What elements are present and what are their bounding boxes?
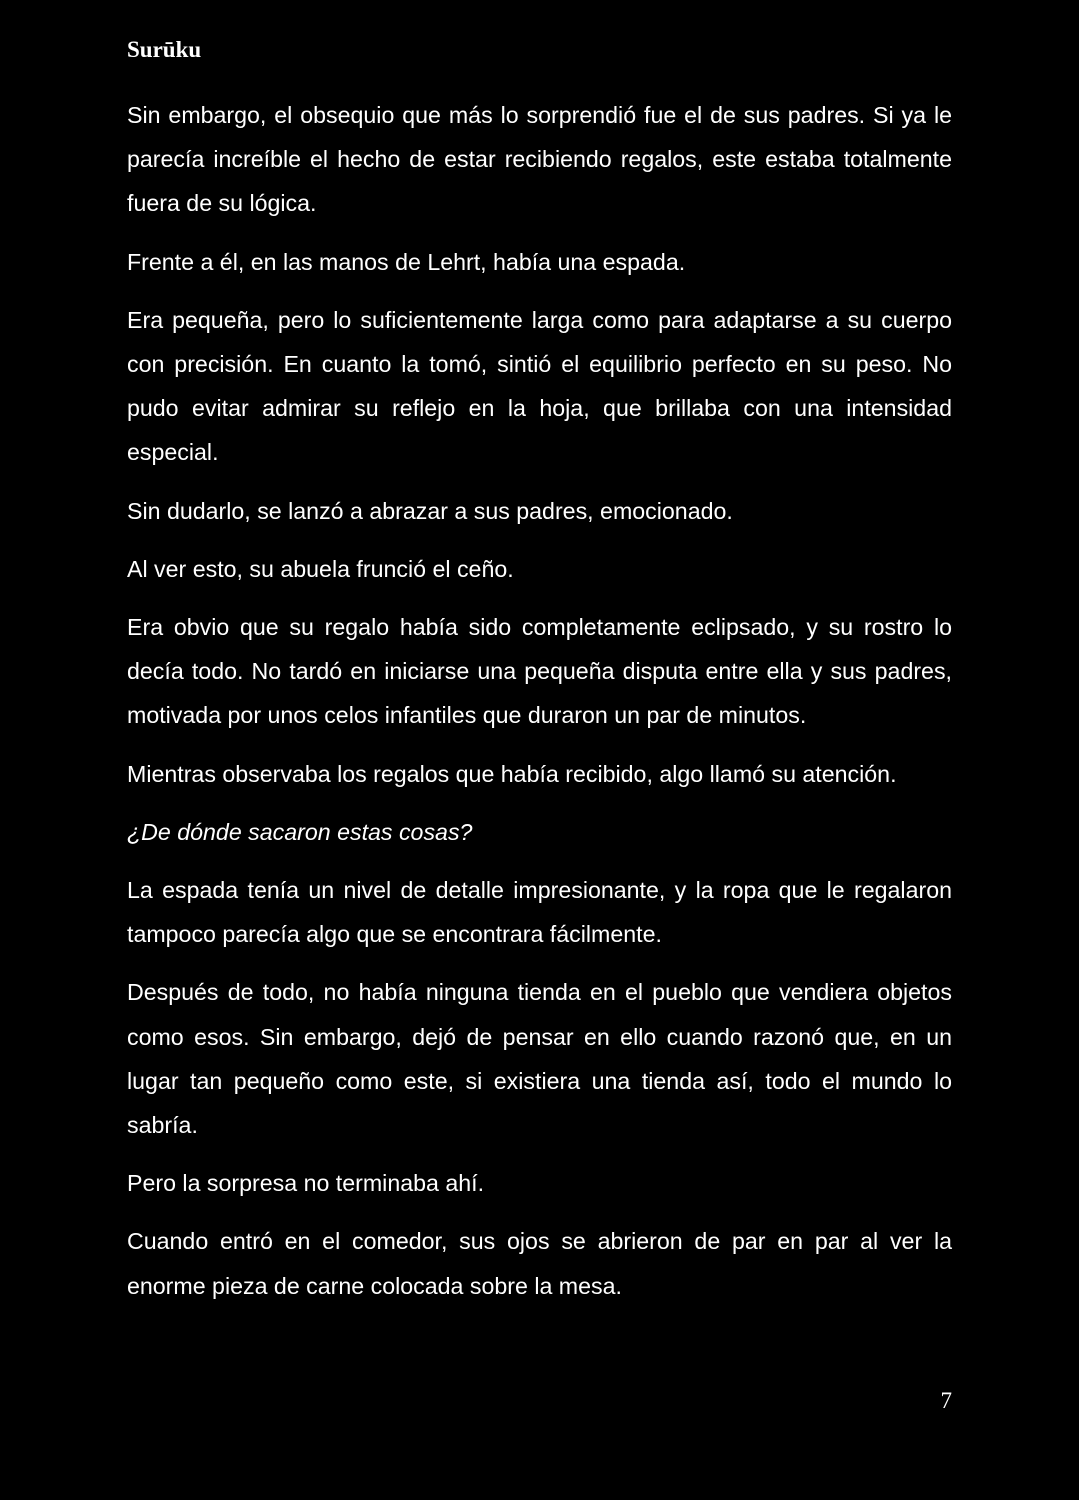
page-number: 7 xyxy=(940,1388,952,1413)
paragraph: Cuando entró en el comedor, sus ojos se abrieron de par en par al ver la enorme pieza de carne colocada sobre la mesa. xyxy=(127,1228,952,1299)
page-bottom-edge xyxy=(0,1500,1079,1506)
paragraph: Frente a él, en las manos de Lehrt, había una espada. xyxy=(127,248,686,275)
body-text xyxy=(127,93,952,1322)
paragraph: Era obvio que su regalo había sido completamente eclipsado, y su rostro lo decía todo. No tardó en iniciarse una pequeña disputa entre ella y sus padres, motivada por unos celos infantiles que duraron un par de minutos. xyxy=(127,614,952,729)
paragraph: Era pequeña, pero lo suficientemente larga como para adaptarse a su cuerpo con precisión. En cuanto la tomó, sintió el equilibrio perfecto en su peso. No pudo evitar admirar su reflejo en la hoja, que brillaba con una intensidad especial. xyxy=(127,306,952,466)
paragraph: La espada tenía un nivel de detalle impresionante, y la ropa que le regalaron tampoco parecía algo que se encontrara fácilmente. xyxy=(127,877,952,948)
paragraph: Mientras observaba los regalos que había recibido, algo llamó su atención. xyxy=(127,760,897,787)
italic-thought-paragraph: ¿De dónde sacaron estas cosas? xyxy=(127,818,473,845)
paragraph: Sin embargo, el obsequio que más lo sorprendió fue el de sus padres. Si ya le parecía increíble el hecho de estar recibiendo regalos, este estaba totalmente fuera de su lógica. xyxy=(127,102,952,217)
paragraph: Sin dudarlo, se lanzó a abrazar a sus padres, emocionado. xyxy=(127,497,733,524)
paragraph: Pero la sorpresa no terminaba ahí. xyxy=(127,1170,485,1197)
paragraph: Después de todo, no había ninguna tienda en el pueblo que vendiera objetos como esos. Sin embargo, dejó de pensar en ello cuando razonó que, en un lugar tan pequeño como este, si existiera una tienda así, todo el mundo lo sabría. xyxy=(127,979,952,1139)
paragraph: Al ver esto, su abuela frunció el ceño. xyxy=(127,555,514,582)
running-title: Surūku xyxy=(127,37,202,62)
